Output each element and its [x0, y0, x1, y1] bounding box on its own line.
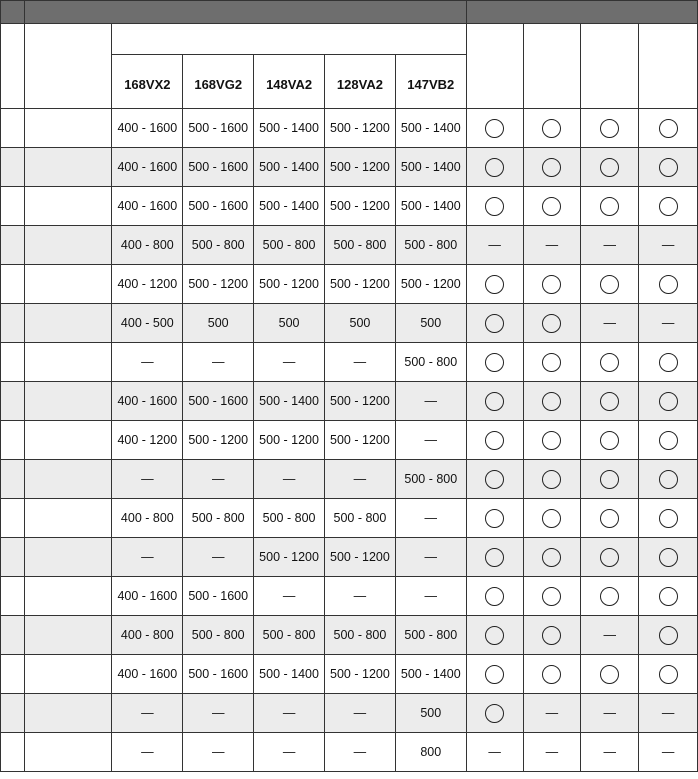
range-cell: 500 - 1600 [183, 577, 254, 616]
mark-cell [581, 109, 639, 148]
range-cell: 500 - 1400 [395, 187, 466, 226]
range-cell: 500 - 800 [183, 226, 254, 265]
range-cell: 400 - 500 [112, 304, 183, 343]
header-cell-label [24, 24, 112, 109]
circle-icon [485, 626, 504, 645]
row-label-cell [24, 421, 112, 460]
dash-icon: — [603, 238, 616, 252]
row-first-cell [1, 460, 25, 499]
header-cell-mark [466, 24, 523, 109]
range-cell: — [112, 538, 183, 577]
mark-cell [466, 109, 523, 148]
row-label-cell [24, 148, 112, 187]
table-row [1, 577, 698, 616]
dash-icon: — [488, 238, 501, 252]
row-label-cell [24, 460, 112, 499]
mark-cell [523, 187, 581, 226]
range-cell: 500 - 800 [395, 616, 466, 655]
circle-icon [485, 587, 504, 606]
range-cell: — [395, 577, 466, 616]
range-cell: 500 - 1200 [395, 265, 466, 304]
table-row [1, 265, 698, 304]
circle-icon [485, 509, 504, 528]
row-first-cell [1, 694, 25, 733]
row-first-cell [1, 265, 25, 304]
dash-icon: — [661, 706, 675, 720]
circle-icon [542, 119, 561, 138]
mark-cell [581, 616, 639, 655]
mark-cell [639, 577, 698, 616]
range-cell: 400 - 1600 [112, 109, 183, 148]
circle-icon [485, 665, 504, 684]
circle-icon [600, 509, 619, 528]
dash-icon: — [545, 238, 559, 252]
table-row [1, 733, 698, 772]
range-cell: 500 - 800 [395, 226, 466, 265]
range-cell: 500 - 1600 [183, 109, 254, 148]
row-label-cell [24, 187, 112, 226]
circle-icon [485, 353, 504, 372]
model-header: 128VA2 [325, 55, 396, 109]
range-cell: 500 - 800 [183, 499, 254, 538]
mark-cell [466, 499, 523, 538]
circle-icon [485, 704, 504, 723]
circle-icon [659, 587, 678, 606]
row-first-cell [1, 421, 25, 460]
circle-icon [659, 509, 678, 528]
range-cell: — [183, 343, 254, 382]
mark-cell [639, 265, 698, 304]
circle-icon [542, 665, 561, 684]
range-cell: — [254, 460, 325, 499]
range-cell: 500 - 1400 [254, 109, 325, 148]
range-cell: 500 - 1200 [325, 265, 396, 304]
mark-cell [523, 304, 581, 343]
header-cell-first [1, 24, 25, 109]
row-label-cell [24, 382, 112, 421]
row-first-cell [1, 382, 25, 421]
dash-icon: — [603, 628, 616, 642]
model-header: 168VG2 [183, 55, 254, 109]
dash-icon: — [661, 238, 675, 252]
range-cell: 500 - 1400 [395, 148, 466, 187]
range-cell: 500 - 800 [254, 226, 325, 265]
mark-cell [581, 733, 639, 772]
mark-cell [581, 343, 639, 382]
row-label-cell [24, 265, 112, 304]
table-row [1, 226, 698, 265]
range-cell: 500 - 1600 [183, 382, 254, 421]
circle-icon [485, 431, 504, 450]
row-label-cell [24, 538, 112, 577]
range-cell: 500 - 1200 [325, 421, 396, 460]
row-first-cell [1, 343, 25, 382]
mark-cell [639, 655, 698, 694]
circle-icon [485, 158, 504, 177]
dash-icon: — [661, 316, 675, 330]
circle-icon [659, 392, 678, 411]
range-cell: — [183, 460, 254, 499]
mark-cell [639, 694, 698, 733]
range-cell: 500 - 800 [395, 460, 466, 499]
range-cell: 500 - 1200 [325, 382, 396, 421]
range-cell: 500 - 800 [325, 499, 396, 538]
mark-cell [581, 421, 639, 460]
circle-icon [659, 470, 678, 489]
mark-cell [466, 616, 523, 655]
range-cell: — [112, 343, 183, 382]
mark-cell [466, 577, 523, 616]
range-cell: — [254, 694, 325, 733]
mark-cell [581, 226, 639, 265]
circle-icon [600, 587, 619, 606]
mark-cell [581, 538, 639, 577]
mark-cell [639, 109, 698, 148]
dash-icon: — [603, 745, 616, 759]
range-cell: 500 [254, 304, 325, 343]
row-label-cell [24, 577, 112, 616]
row-first-cell [1, 109, 25, 148]
mark-cell [581, 304, 639, 343]
mark-cell [639, 499, 698, 538]
mark-cell [466, 226, 523, 265]
mark-cell [466, 343, 523, 382]
mark-cell [639, 421, 698, 460]
mark-cell [523, 109, 581, 148]
mark-cell [639, 304, 698, 343]
range-cell: 500 - 1200 [325, 187, 396, 226]
table-row [1, 421, 698, 460]
range-cell: 500 [183, 304, 254, 343]
mark-cell [581, 499, 639, 538]
row-first-cell [1, 226, 25, 265]
range-cell: 400 - 1200 [112, 421, 183, 460]
range-cell: 400 - 1600 [112, 187, 183, 226]
mark-cell [639, 616, 698, 655]
mark-cell [581, 460, 639, 499]
mark-cell [639, 382, 698, 421]
circle-icon [600, 119, 619, 138]
header-cell-mark [639, 24, 698, 109]
circle-icon [542, 470, 561, 489]
range-cell: 500 - 1200 [183, 421, 254, 460]
mark-cell [581, 655, 639, 694]
circle-icon [600, 392, 619, 411]
range-cell: — [183, 733, 254, 772]
range-cell: 500 - 1400 [395, 109, 466, 148]
range-cell: — [183, 538, 254, 577]
circle-icon [600, 470, 619, 489]
range-cell: — [112, 694, 183, 733]
mark-cell [581, 382, 639, 421]
row-first-cell [1, 655, 25, 694]
mark-cell [639, 226, 698, 265]
range-cell: — [325, 577, 396, 616]
row-label-cell [24, 499, 112, 538]
circle-icon [542, 626, 561, 645]
range-cell: 400 - 800 [112, 499, 183, 538]
range-cell: — [395, 382, 466, 421]
range-cell: 500 - 1200 [254, 538, 325, 577]
mark-cell [581, 187, 639, 226]
header-band-cell [1, 1, 25, 24]
range-cell: — [325, 343, 396, 382]
range-cell: 500 - 1200 [254, 265, 325, 304]
range-cell: 400 - 800 [112, 616, 183, 655]
mark-cell [523, 382, 581, 421]
circle-icon [600, 665, 619, 684]
mark-cell [466, 733, 523, 772]
mark-cell [466, 538, 523, 577]
table-row [1, 382, 698, 421]
row-first-cell [1, 616, 25, 655]
range-cell: — [112, 460, 183, 499]
circle-icon [659, 431, 678, 450]
model-header: 148VA2 [254, 55, 325, 109]
table-row [1, 460, 698, 499]
mark-cell [523, 148, 581, 187]
circle-icon [542, 548, 561, 567]
dash-icon: — [661, 745, 675, 759]
mark-cell [466, 694, 523, 733]
header-band-cell [466, 1, 697, 24]
mark-cell [639, 187, 698, 226]
range-cell: 500 - 1200 [325, 655, 396, 694]
range-cell: 400 - 1600 [112, 577, 183, 616]
mark-cell [466, 265, 523, 304]
circle-icon [542, 392, 561, 411]
model-header: 147VB2 [395, 55, 466, 109]
header-band [1, 1, 698, 24]
circle-icon [485, 392, 504, 411]
row-label-cell [24, 655, 112, 694]
range-cell: 500 - 1200 [325, 148, 396, 187]
circle-icon [542, 314, 561, 333]
circle-icon [542, 587, 561, 606]
table-row [1, 109, 698, 148]
range-cell: 500 - 1400 [395, 655, 466, 694]
range-cell: — [254, 577, 325, 616]
range-cell: 500 - 800 [254, 499, 325, 538]
range-cell: — [254, 343, 325, 382]
range-cell: 500 - 1400 [254, 382, 325, 421]
mark-cell [466, 187, 523, 226]
range-cell: 500 - 1600 [183, 148, 254, 187]
range-cell: — [395, 499, 466, 538]
header-band-cell [24, 1, 466, 24]
mark-cell [581, 694, 639, 733]
range-cell: 500 - 800 [183, 616, 254, 655]
row-first-cell [1, 538, 25, 577]
mark-cell [466, 148, 523, 187]
table-row [1, 343, 698, 382]
mark-cell [466, 304, 523, 343]
row-label-cell [24, 733, 112, 772]
circle-icon [659, 353, 678, 372]
mark-cell [523, 694, 581, 733]
row-first-cell [1, 733, 25, 772]
range-cell: 500 - 1200 [325, 109, 396, 148]
range-cell: — [395, 421, 466, 460]
range-cell: 500 - 1400 [254, 148, 325, 187]
range-cell: 500 - 1200 [325, 538, 396, 577]
circle-icon [659, 158, 678, 177]
mark-cell [523, 421, 581, 460]
circle-icon [600, 275, 619, 294]
mark-cell [581, 265, 639, 304]
mark-cell [466, 460, 523, 499]
range-cell: — [325, 733, 396, 772]
range-cell: 500 [395, 304, 466, 343]
circle-icon [485, 470, 504, 489]
mark-cell [639, 343, 698, 382]
dash-icon: — [488, 745, 501, 759]
range-cell: 500 - 1200 [254, 421, 325, 460]
dash-icon: — [603, 706, 616, 720]
row-first-cell [1, 304, 25, 343]
circle-icon [600, 353, 619, 372]
row-label-cell [24, 694, 112, 733]
mark-cell [523, 460, 581, 499]
table-row [1, 304, 698, 343]
header-row-1 [1, 24, 698, 55]
mark-cell [523, 226, 581, 265]
range-cell: 400 - 1600 [112, 655, 183, 694]
circle-icon [659, 665, 678, 684]
dash-icon: — [545, 745, 559, 759]
circle-icon [659, 119, 678, 138]
range-cell: 500 - 1200 [183, 265, 254, 304]
table-row [1, 616, 698, 655]
range-cell: — [325, 694, 396, 733]
model-header: 168VX2 [112, 55, 183, 109]
range-cell: 500 - 1400 [254, 655, 325, 694]
mark-cell [523, 733, 581, 772]
range-cell: 400 - 1600 [112, 382, 183, 421]
range-cell: 500 - 1600 [183, 187, 254, 226]
header-cell-group [112, 24, 466, 55]
table-row [1, 655, 698, 694]
range-cell: — [395, 538, 466, 577]
range-cell: 400 - 800 [112, 226, 183, 265]
row-first-cell [1, 148, 25, 187]
range-cell: 500 - 800 [325, 226, 396, 265]
table-row [1, 187, 698, 226]
range-cell: 500 - 1400 [254, 187, 325, 226]
circle-icon [485, 119, 504, 138]
mark-cell [523, 343, 581, 382]
row-label-cell [24, 616, 112, 655]
circle-icon [659, 548, 678, 567]
header-cell-mark [581, 24, 639, 109]
range-cell: 500 - 1600 [183, 655, 254, 694]
row-first-cell [1, 499, 25, 538]
mark-cell [523, 265, 581, 304]
range-cell: 400 - 1600 [112, 148, 183, 187]
mark-cell [523, 499, 581, 538]
circle-icon [659, 626, 678, 645]
table-row [1, 538, 698, 577]
circle-icon [485, 314, 504, 333]
mark-cell [523, 538, 581, 577]
mark-cell [466, 382, 523, 421]
mark-cell [523, 655, 581, 694]
circle-icon [600, 197, 619, 216]
row-label-cell [24, 343, 112, 382]
mark-cell [581, 148, 639, 187]
mark-cell [639, 538, 698, 577]
circle-icon [485, 197, 504, 216]
circle-icon [542, 275, 561, 294]
row-label-cell [24, 226, 112, 265]
mark-cell [639, 460, 698, 499]
range-cell: — [254, 733, 325, 772]
mark-cell [523, 577, 581, 616]
circle-icon [542, 509, 561, 528]
range-cell: 500 [395, 694, 466, 733]
mark-cell [639, 733, 698, 772]
mark-cell [581, 577, 639, 616]
circle-icon [542, 197, 561, 216]
row-label-cell [24, 304, 112, 343]
circle-icon [600, 158, 619, 177]
mark-cell [466, 421, 523, 460]
range-cell: 400 - 1200 [112, 265, 183, 304]
table-row [1, 148, 698, 187]
circle-icon [600, 548, 619, 567]
mark-cell [639, 148, 698, 187]
circle-icon [600, 431, 619, 450]
range-cell: 500 - 800 [325, 616, 396, 655]
range-cell: 500 [325, 304, 396, 343]
circle-icon [485, 548, 504, 567]
circle-icon [542, 431, 561, 450]
range-cell: 500 - 800 [254, 616, 325, 655]
range-cell: 800 [395, 733, 466, 772]
circle-icon [542, 158, 561, 177]
range-cell: — [325, 460, 396, 499]
row-first-cell [1, 187, 25, 226]
table-row [1, 694, 698, 733]
circle-icon [659, 197, 678, 216]
dash-icon: — [603, 316, 616, 330]
mark-cell [523, 616, 581, 655]
table-row [1, 499, 698, 538]
header-cell-mark [523, 24, 581, 109]
circle-icon [542, 353, 561, 372]
dash-icon: — [545, 706, 559, 720]
row-first-cell [1, 577, 25, 616]
range-cell: — [112, 733, 183, 772]
row-label-cell [24, 109, 112, 148]
range-cell: 500 - 800 [395, 343, 466, 382]
range-cell: — [183, 694, 254, 733]
mark-cell [466, 655, 523, 694]
circle-icon [659, 275, 678, 294]
circle-icon [485, 275, 504, 294]
